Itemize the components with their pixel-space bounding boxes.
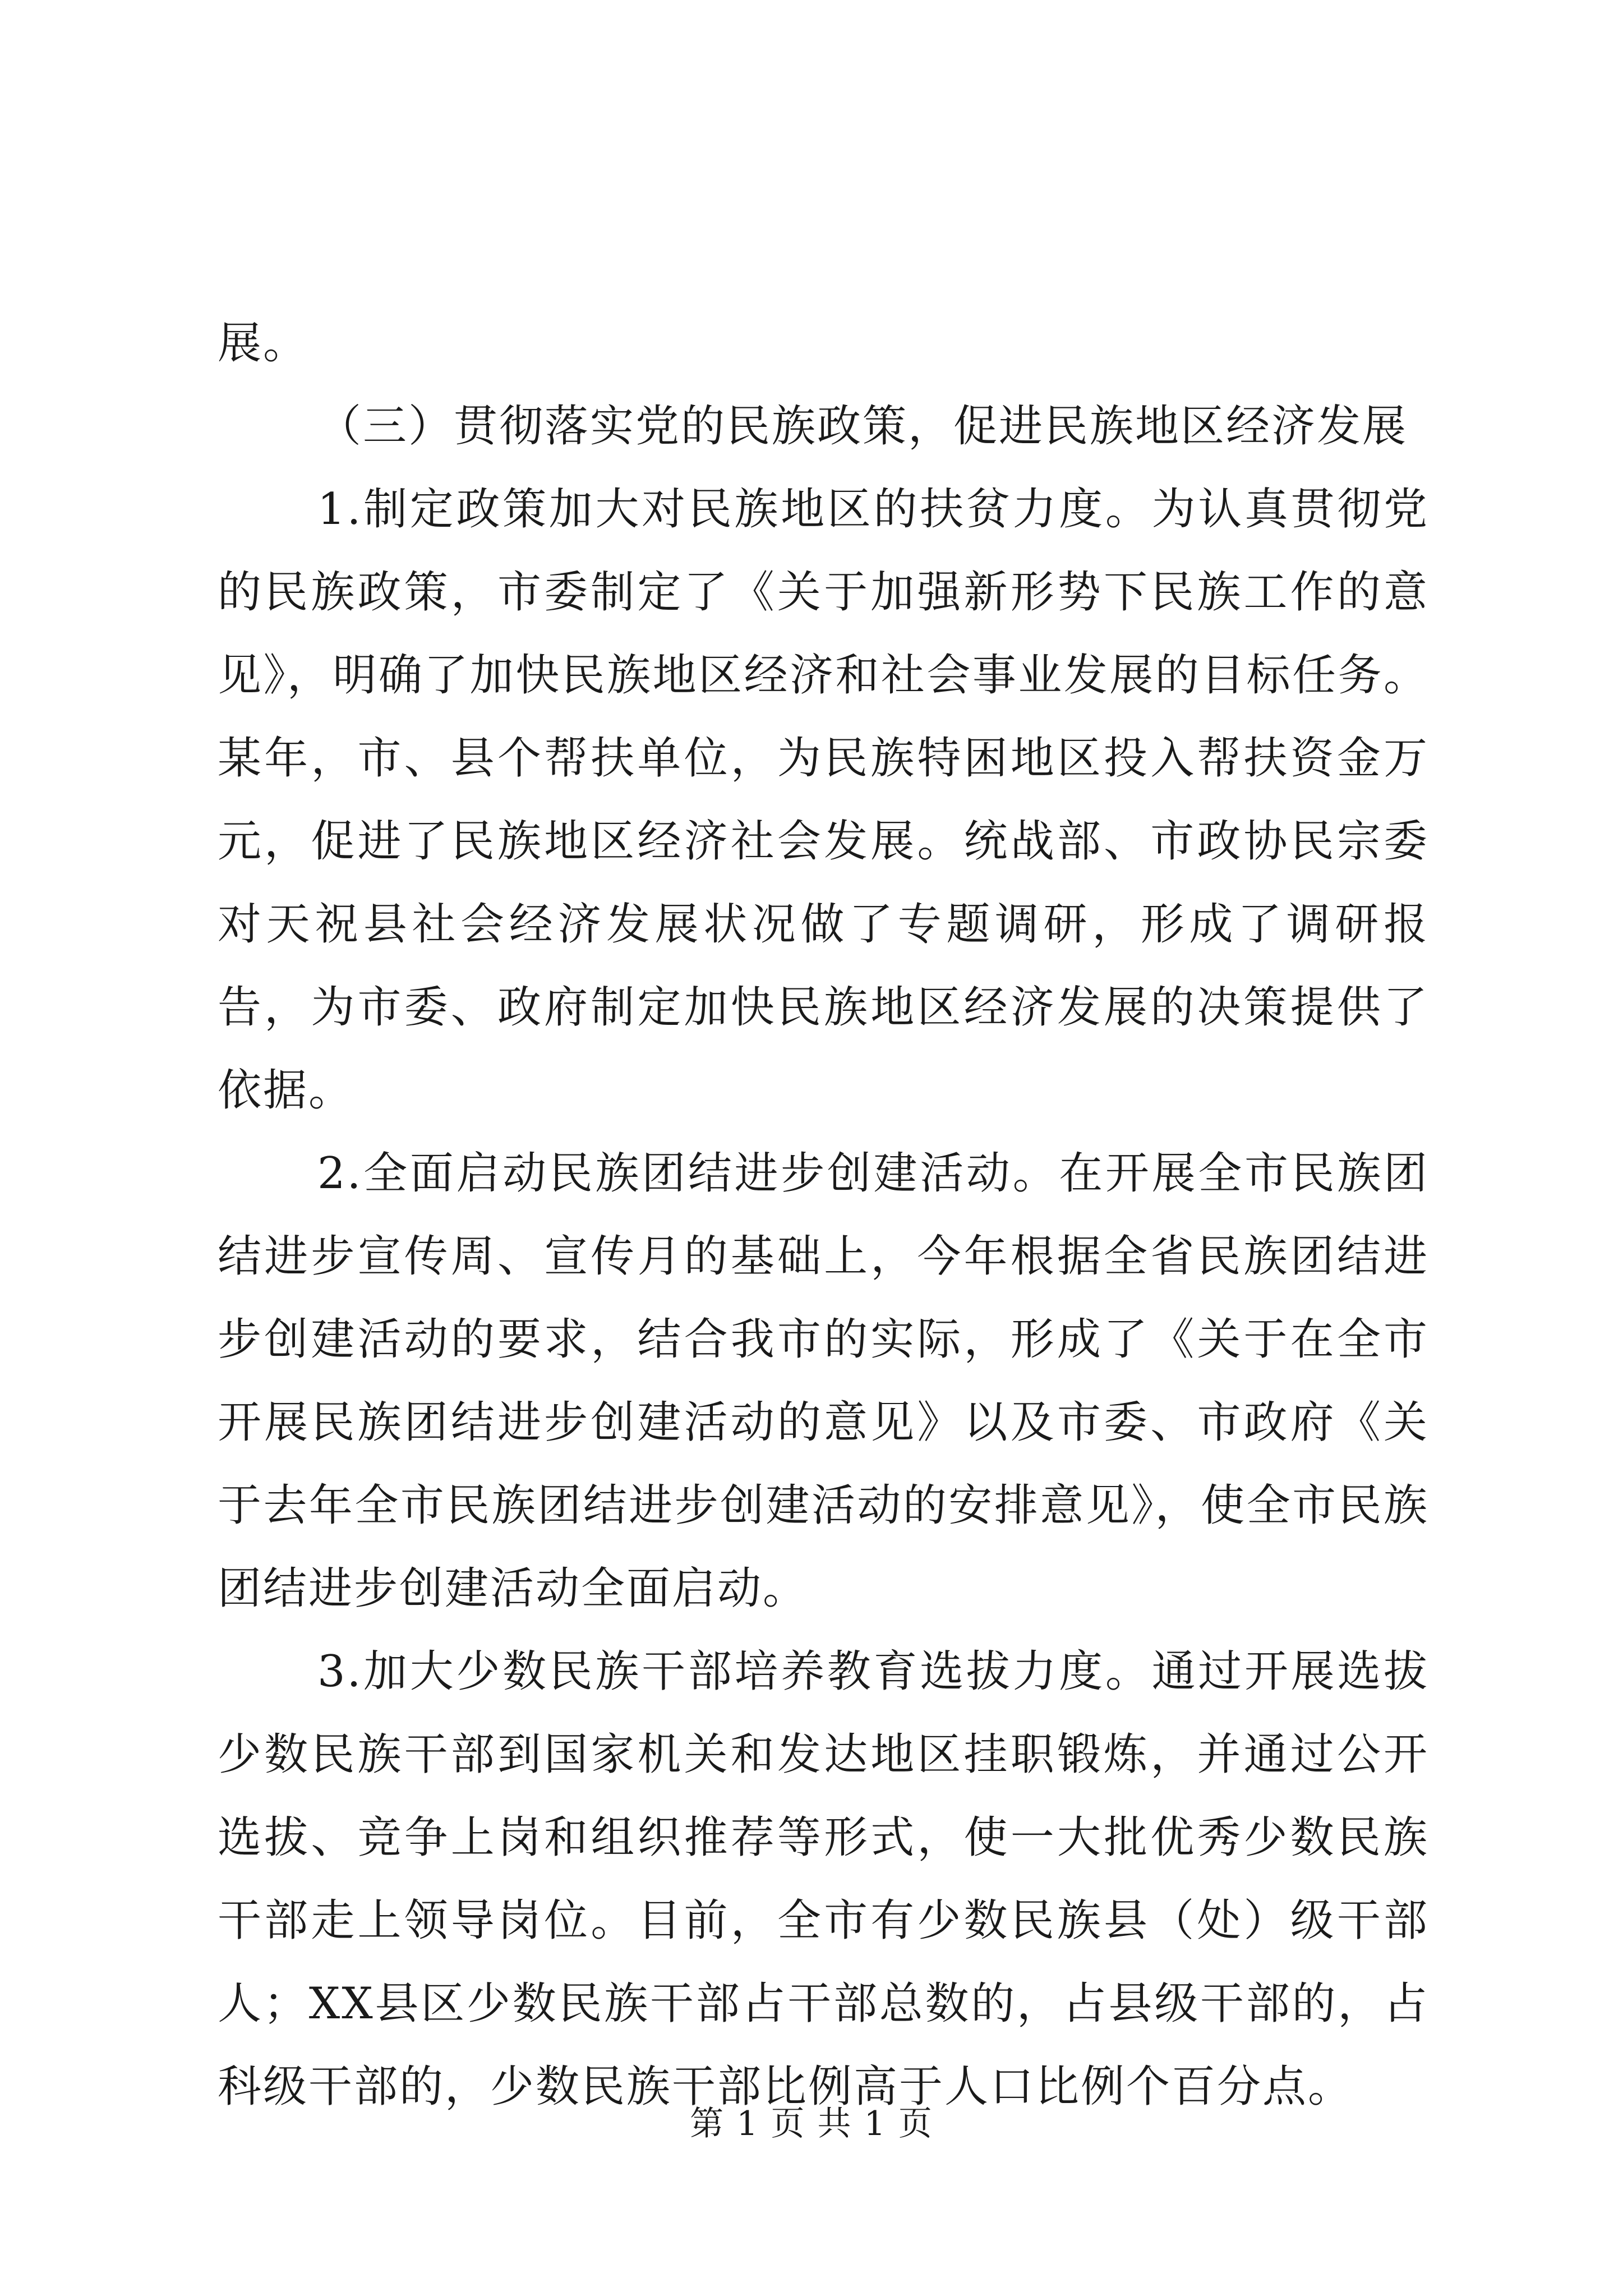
paragraph-item-1: 1.制定政策加大对民族地区的扶贫力度。为认真贯彻党的民族政策，市委制定了《关于加强新形势下民族工作的意见》，明确了加快民族地区经济和社会事业发展的目标任务。某年，市、县个帮扶单位，为民族特困地区投入帮扶资金万元，促进了民族地区经济社会发展。统战部、市政协民宗委对天祝县社会经济发展状况做了专题调研，形成了调研报告，为市委、政府制定加快民族地区经济发展的决策提供了依据。 [218,484,1429,1116]
paragraph-item-2: 2.全面启动民族团结进步创建活动。在开展全市民族团结进步宣传周、宣传月的基础上，今年根据全省民族团结进步创建活动的要求，结合我市的实际，形成了《关于在全市开展民族团结进步创建活动的意见》以及市委、市政府《关于去年全市民族团结进步创建活动的安排意见》，使全市民族团结进步创建活动全面启动。 [218,1148,1429,1614]
page-footer: 第 1 页 共 1 页 [690,2104,933,2143]
paragraph-item-3: 3.加大少数民族干部培养教育选拔力度。通过开展选拔少数民族干部到国家机关和发达地区挂职锻炼，并通过公开选拔、竞争上岗和组织推荐等形式，使一大批优秀少数民族干部走上领导岗位。目前，全市有少数民族县（处）级干部人；XX县区少数民族干部占干部总数的，占县级干部的，占科级干部的，少数民族干部比例高于人口比例个百分点。 [218,1646,1429,2112]
paragraph-continuation: 展。 [218,318,309,369]
document-body [218,302,1429,2128]
section-heading: （三）贯彻落实党的民族政策，促进民族地区经济发展 [317,401,1408,452]
